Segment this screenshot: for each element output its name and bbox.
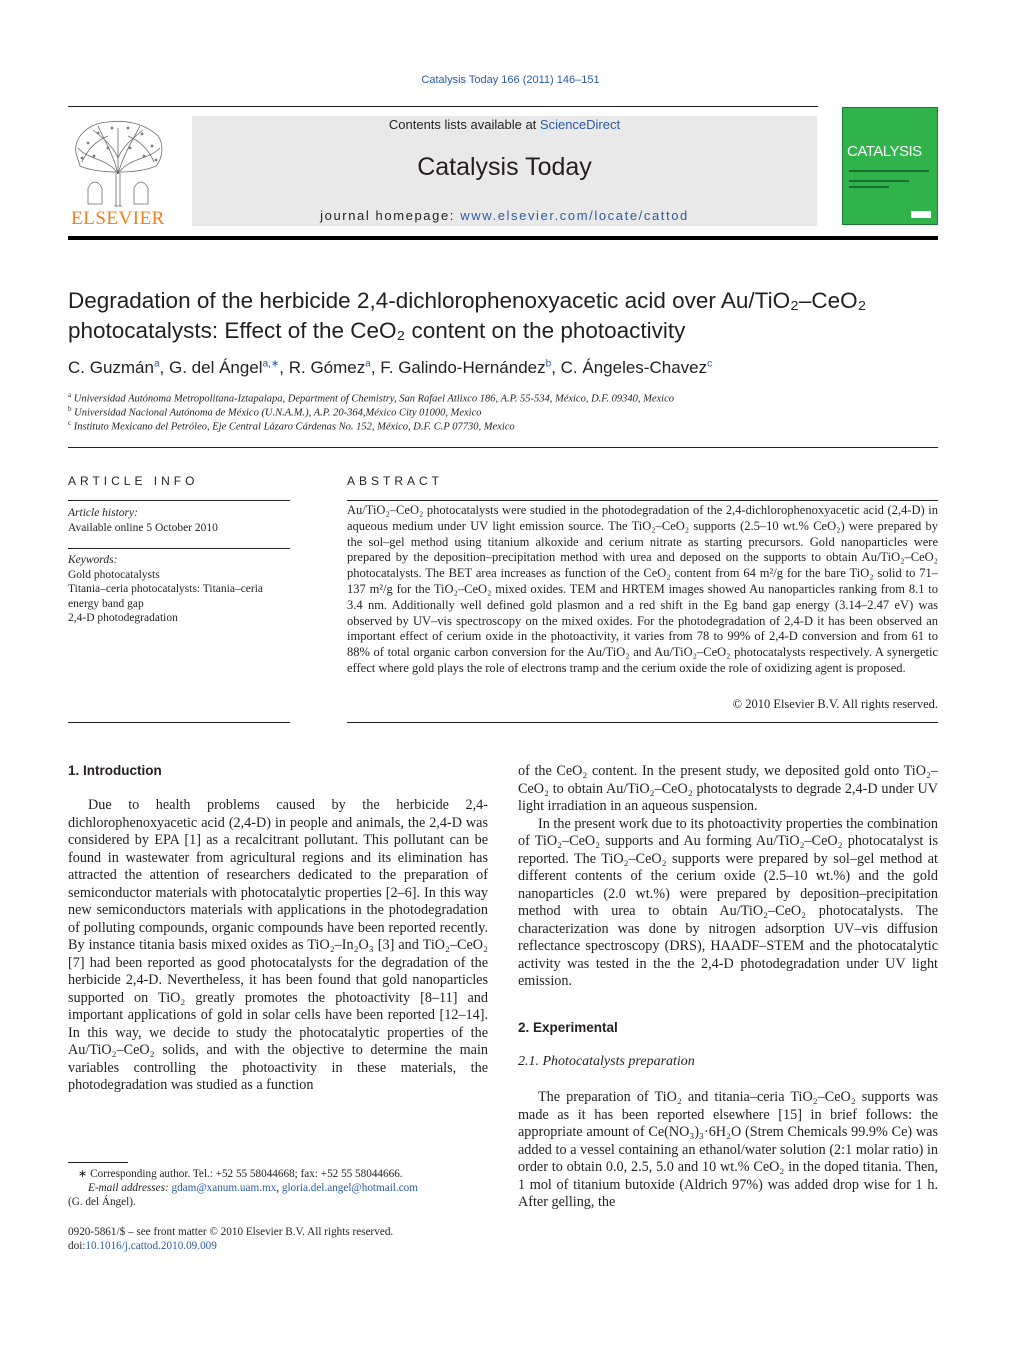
homepage-prefix: journal homepage: bbox=[320, 208, 461, 223]
keywords-label: Keywords: bbox=[68, 554, 118, 566]
right-column bbox=[518, 763, 938, 991]
journal-citation[interactable]: Catalysis Today 166 (2011) 146–151 bbox=[421, 74, 600, 86]
affiliation-text: Universidad Nacional Autónoma de México (U.N.A.M.), A.P. 20-364,México City 01000, Mexico bbox=[74, 407, 482, 419]
experimental-heading: 2. Experimental bbox=[518, 1020, 618, 1035]
issn-line: 0920-5861/$ – see front matter © 2010 Elsevier B.V. All rights reserved. bbox=[68, 1226, 394, 1238]
affiliation-text: Universidad Autónoma Metropolitana-Iztapalapa, Department of Chemistry, San Rafael Atlixco 186, A.P. 55-534, México, D.F. 09340, Mexico bbox=[73, 393, 675, 405]
introduction-paragraph bbox=[68, 797, 488, 1095]
author-affil-mark[interactable]: a bbox=[365, 358, 371, 370]
abstract-rule bbox=[347, 500, 938, 501]
footnote-rule bbox=[68, 1162, 128, 1163]
cover-decoration bbox=[849, 186, 889, 188]
copyright: © 2010 Elsevier B.V. All rights reserved. bbox=[732, 697, 938, 711]
tree-icon bbox=[68, 118, 168, 210]
cover-publisher-mark bbox=[911, 211, 931, 218]
elsevier-logo bbox=[68, 118, 168, 230]
homepage-link[interactable]: www.elsevier.com/locate/cattod bbox=[460, 208, 689, 223]
keyword: Titania–ceria photocatalysts: Titania–ceria bbox=[68, 583, 264, 595]
section-rule bbox=[68, 447, 938, 448]
contents-line bbox=[192, 117, 817, 132]
author-name[interactable]: , R. Gómez bbox=[279, 358, 366, 377]
doi-label: doi: bbox=[68, 1240, 86, 1253]
info-rule bbox=[68, 722, 290, 723]
paragraph-text: Due to health problems caused by the herbicide 2,4-dichlorophenoxyacetic acid (2,4-D) in people and animals, the 2,4-D was considered by EPA [1] as a recalcitrant pollutant. This pollutant can be found in wastewater from agricultural regions and its elimination has attracted the attention of researchers dedicated to the preparation of semiconductor materials with photocatalytic properties [2–6]. In this way new semiconductors materials with applications in the photodegradation of polluting compounds, organic compounds have been reported recently. By instance titania basis mixed oxides as TiO₂–In₂O₃ [3] and TiO₂–CeO₂ [7] had been reported as good photocatalysts for the degradation of the herbicide 2,4-D. Nevertheless, it has been found that gold nanoparticles supported on TiO₂ greatly promotes the photoactivity [8–11] and important applications of gold in solar cells have been reported [12–14]. In this way, we decide to study the photocatalytic properties of the Au/TiO₂–CeO₂ solids, and with the objective to determine the main variables controlling the photoactivity in these materials, the photodegradation was studied as a function bbox=[68, 797, 488, 1093]
contents-prefix: Contents lists available at bbox=[388, 117, 540, 132]
title-line-1: Degradation of the herbicide 2,4-dichlorophenoxyacetic acid over Au/TiO₂–CeO₂ bbox=[68, 288, 867, 313]
affiliation-mark: c bbox=[68, 419, 72, 427]
journal-cover[interactable] bbox=[842, 107, 938, 225]
paragraph-text: The preparation of TiO₂ and titania–ceria TiO₂–CeO₂ supports was made as it has been reported elsewhere [15] in brief follows: the appropriate amount of Ce(NO₃)₃·6H₂O (Strem Chemicals 99.9% Ce) was added to a vessel containing an ethanol/water solution (2:1 molar ratio) in order to obtain 0.0, 2.5, 5.0 and 10 wt.% CeO₂ in the doped titania. Then, 1 mol of titanium butoxide (Aldrich 97%) was added drop wise for 1 h. After gelling, the bbox=[518, 1089, 938, 1210]
doi-line bbox=[68, 1239, 488, 1253]
front-matter bbox=[68, 1225, 488, 1253]
affiliation-text: Instituto Mexicano del Petróleo, Eje Central Lázaro Cárdenas No. 152, México, D.F. C.P 07730, Mexico bbox=[73, 421, 515, 433]
author-name[interactable]: , F. Galindo-Hernández bbox=[370, 358, 546, 377]
email-label: E-mail addresses: bbox=[88, 1182, 169, 1195]
subsection-heading: 2.1. Photocatalysts preparation bbox=[518, 1054, 695, 1069]
info-rule bbox=[68, 500, 290, 501]
abstract-rule bbox=[347, 722, 938, 723]
author-name[interactable]: , C. Ángeles-Chavez bbox=[551, 358, 708, 377]
author-affil-mark[interactable]: a,∗ bbox=[262, 358, 280, 370]
cover-decoration bbox=[849, 170, 929, 172]
history-label: Article history: bbox=[68, 507, 138, 519]
sciencedirect-link[interactable]: ScienceDirect bbox=[539, 117, 621, 132]
keyword: 2,4-D photodegradation bbox=[68, 612, 178, 624]
affiliation bbox=[68, 391, 674, 405]
abstract-heading: ABSTRACT bbox=[347, 474, 444, 488]
header-thick-rule bbox=[68, 236, 938, 240]
history-value: Available online 5 October 2010 bbox=[68, 521, 218, 534]
journal-homepage bbox=[192, 208, 817, 223]
author-affil-mark[interactable]: a bbox=[153, 358, 160, 370]
paragraph-text: of the CeO₂ content. In the present study, we deposited gold onto TiO₂–CeO₂ to obtain Au/TiO₂–CeO₂ photocatalysts to degrade 2,4-D under UV light irradiation in an aqueous suspension. bbox=[518, 763, 938, 814]
journal-title: Catalysis Today bbox=[417, 153, 592, 181]
title-line-2: photocatalysts: Effect of the CeO₂ content on the photoactivity bbox=[68, 318, 686, 343]
author-affil-mark[interactable]: b bbox=[545, 358, 552, 370]
affiliation-mark: a bbox=[68, 391, 72, 399]
doi-link[interactable]: 10.1016/j.cattod.2010.09.009 bbox=[85, 1240, 217, 1253]
paragraph-text: In the present work due to its photoactivity properties the combination of TiO₂–CeO₂ supports and Au forming Au/TiO₂–CeO₂ photocatalyst is reported. The TiO₂–CeO₂ supports were prepared by sol–gel method at different contents of the cerium oxide (2.5–10 wt.%) and the gold nanoparticles (2.0 wt.%) were prepared by deposition–precipitation method with urea to obtain Au/TiO₂–CeO₂ photocatalysts. The characterization was done by nitrogen adsorption UV–vis diffusion reflectance spectroscopy (DRS), HAADF–STEM and the photocatalytic activity was tested in the the 2,4-D photodegradation under UV light emission. bbox=[518, 815, 938, 989]
author-name[interactable]: C. Guzmán bbox=[68, 358, 154, 377]
paper-title bbox=[68, 286, 948, 346]
experimental-paragraph bbox=[518, 1089, 938, 1212]
cover-decoration bbox=[849, 180, 909, 182]
email-line: E-mail addresses: gdam@xanum.uam.mx, gloria.del.angel@hotmail.com bbox=[88, 1182, 418, 1195]
corresponding-footnote bbox=[68, 1167, 488, 1210]
affiliation-mark: b bbox=[68, 405, 72, 413]
cover-title: CATALYSIS bbox=[847, 143, 922, 160]
introduction-heading: 1. Introduction bbox=[68, 763, 162, 778]
author-list bbox=[68, 358, 948, 378]
abstract-text: Au/TiO₂–CeO₂ photocatalysts were studied in the photodegradation of the 2,4-dichlorophenoxyacetic acid (2,4-D) in aqueous medium under UV light emission source. The TiO₂–CeO₂ supports (2.5–10 wt.% CeO₂) were prepared by the sol–gel method using titanium alkoxide and cerium nitrate as starting precursors. Gold nanoparticles were prepared by the deposition–precipitation method with urea and deposed on the supports to obtain Au/TiO₂–CeO₂ photocatalysts. The BET area increases as function of the CeO₂ content from 64 m²/g for the bare TiO₂ solid to 71–137 m²/g for the TiO₂–CeO₂ mixed oxides. TEM and HRTEM images showed Au nanoparticles ranking from 8.1 to 3.4 nm. Additionally well defined gold plasmon and a red shift in the Eg band gap energy (3.14–2.47 eV) was observed by UV–vis spectroscopy on the mixed oxides. For the photodegradation of 2,4-D it has been observed an important effect of cerium oxide in the photoactivity, it varies from 78 to 99% of 2,4-D conversion and from 61 to 88% of total organic carbon conversion for the Au/TiO₂ and Au/TiO₂–CeO₂ photocatalysts respectively. A synergetic effect where gold plays the role of electrons tramp and the cerium oxide the role of oxidizing agent is proposed. bbox=[347, 503, 938, 675]
keywords bbox=[68, 553, 263, 626]
email-link[interactable]: gloria.del.angel@hotmail.com bbox=[281, 1182, 418, 1195]
article-info-heading: ARTICLE INFO bbox=[68, 474, 199, 488]
email-link[interactable]: gdam@xanum.uam.mx bbox=[171, 1182, 277, 1195]
info-rule bbox=[68, 548, 290, 549]
email-owner: (G. del Ángel). bbox=[68, 1196, 136, 1209]
corresponding-author: ∗ Corresponding author. Tel.: +52 55 58044668; fax: +52 55 58044666. bbox=[78, 1168, 403, 1180]
affiliation bbox=[68, 419, 515, 433]
author-affil-mark[interactable]: c bbox=[707, 358, 713, 370]
article-history bbox=[68, 506, 218, 535]
elsevier-wordmark: ELSEVIER bbox=[71, 208, 165, 229]
keyword: Gold photocatalysts bbox=[68, 568, 160, 581]
affiliation bbox=[68, 405, 482, 419]
header-rule bbox=[68, 106, 818, 107]
keyword: energy band gap bbox=[68, 597, 144, 610]
author-name[interactable]: , G. del Ángel bbox=[159, 358, 263, 377]
